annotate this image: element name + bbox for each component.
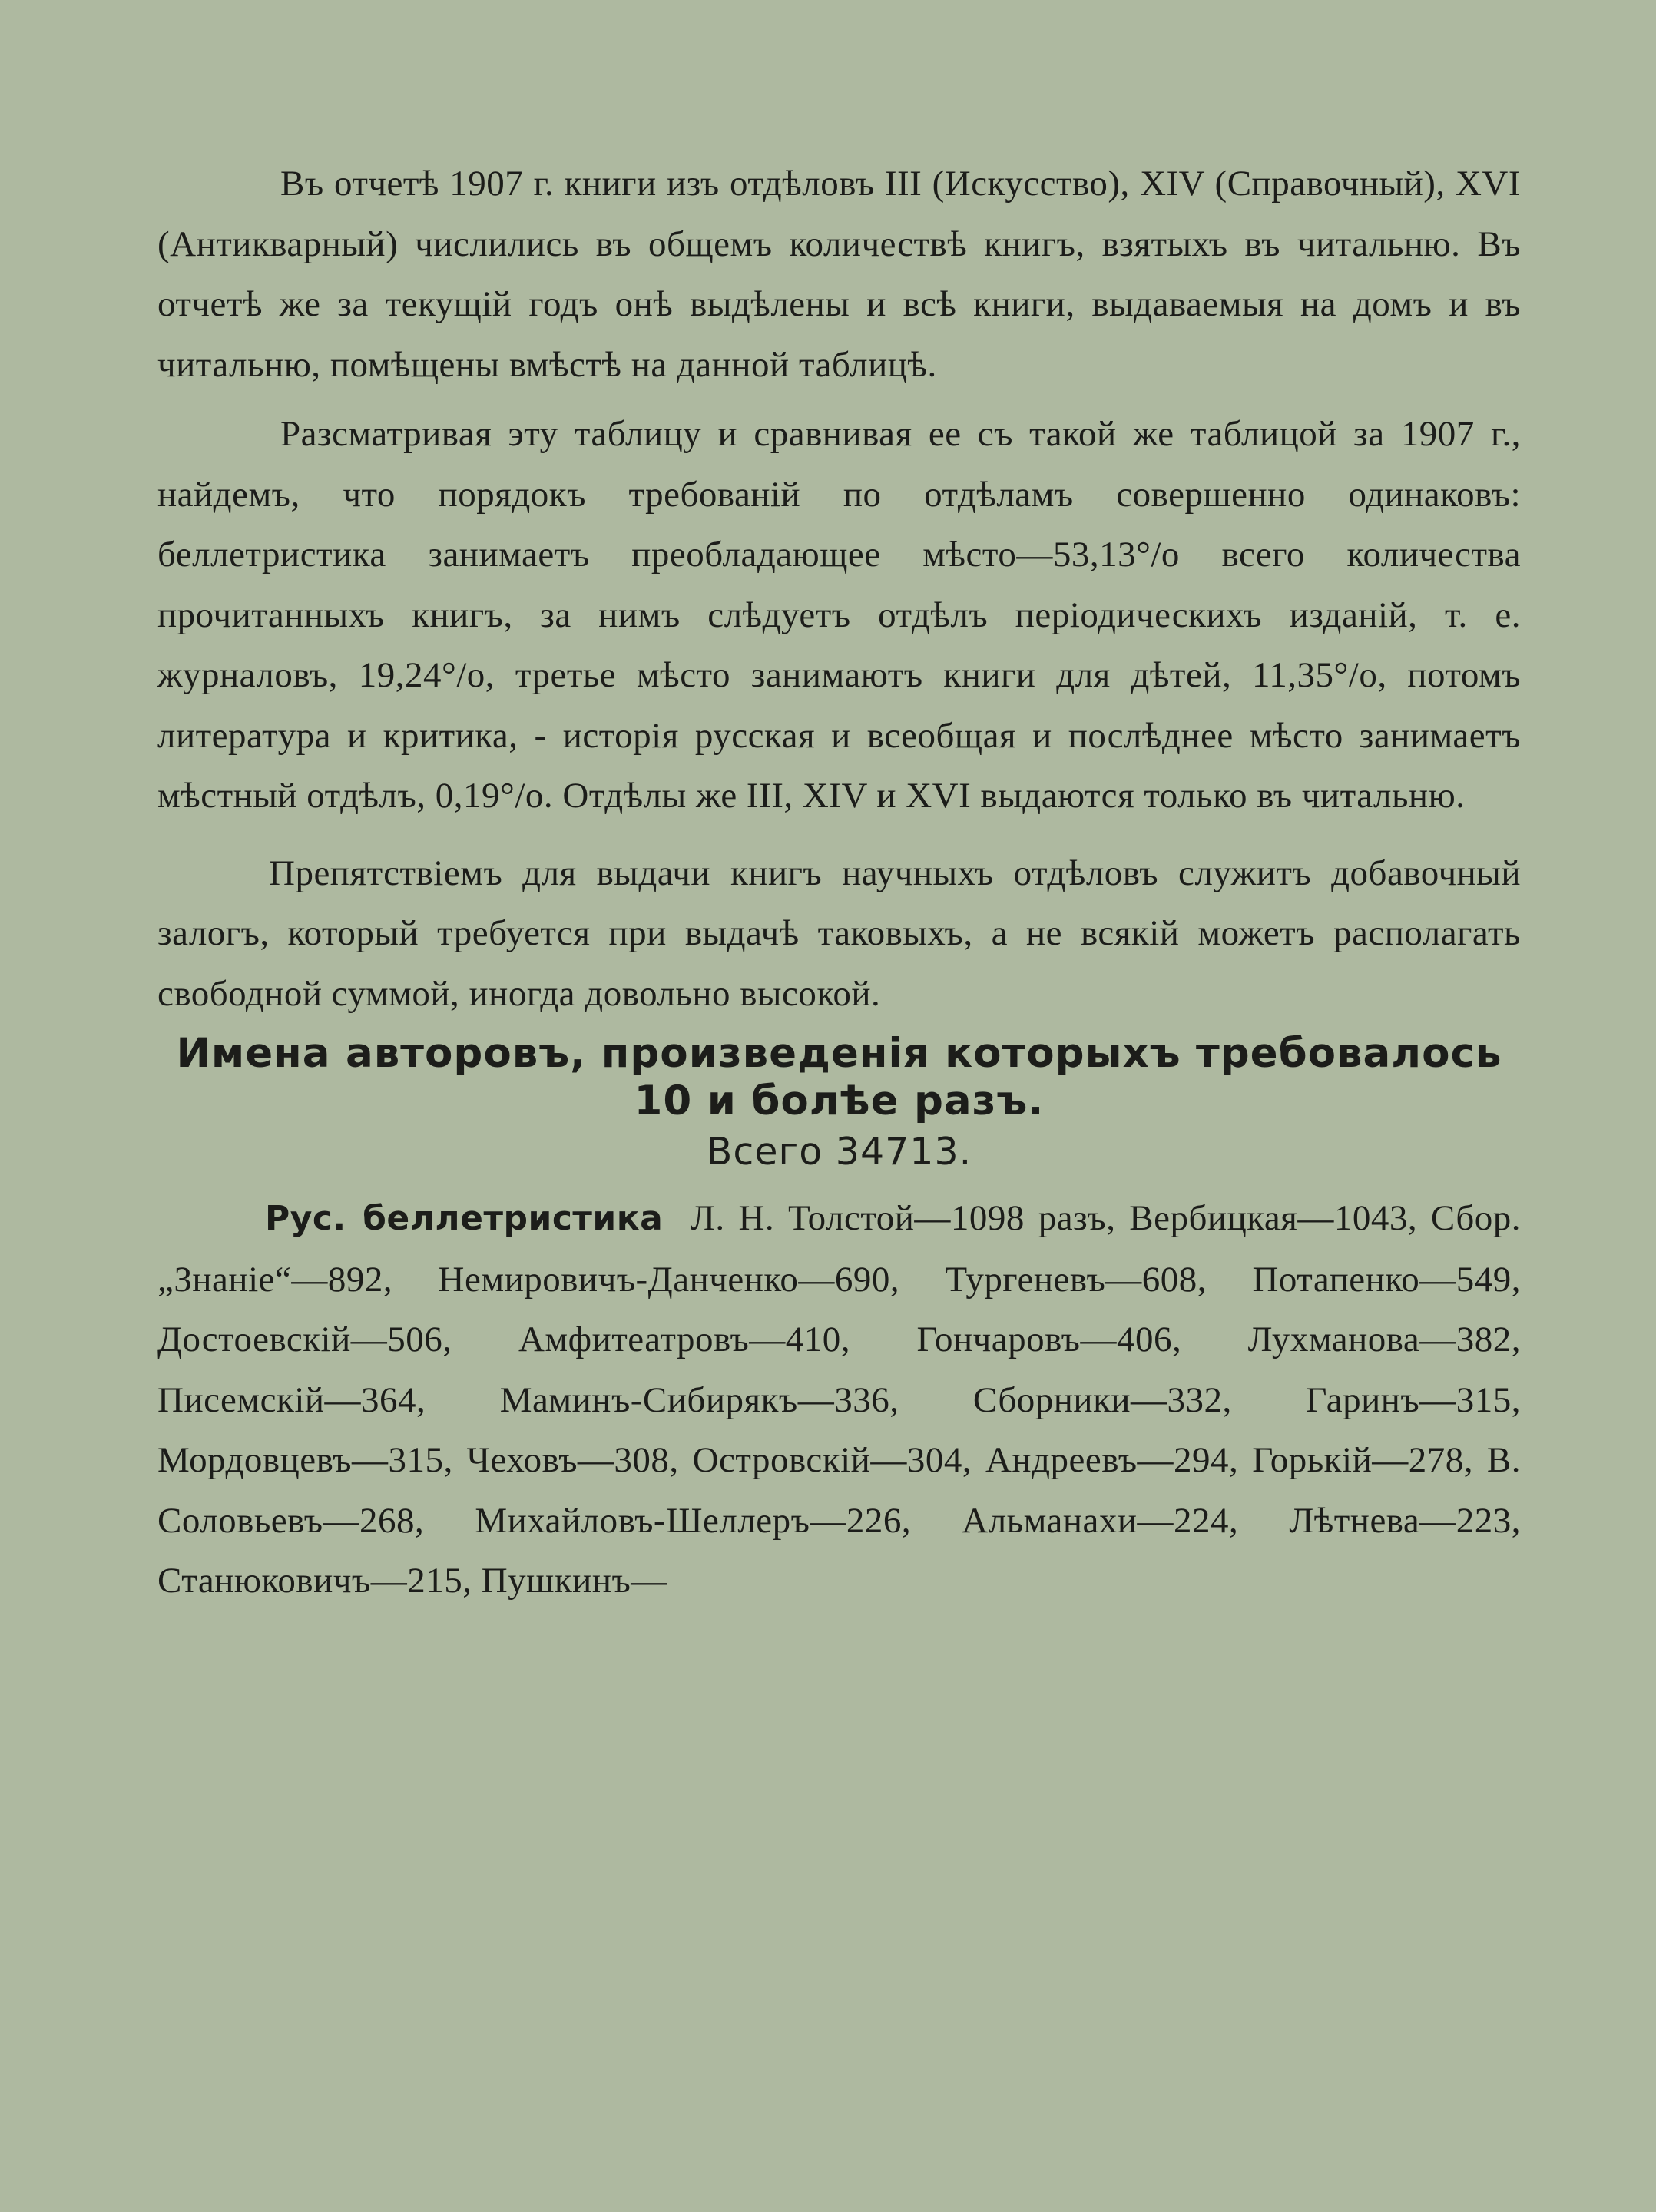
section-heading: Имена авторовъ, произведенія которыхъ требовалось 10 и болѣе разъ. (176, 1030, 1502, 1124)
author-list (157, 1188, 1521, 1611)
paragraph-report-1907: Въ отчетѣ 1907 г. книги изъ отдѣловъ III (Искусство), XIV (Справочный), XVI (Антикварный) числились въ общемъ количествѣ книгъ, взятыхъ въ читальню. Въ отчетѣ же за текущій годъ онѣ выдѣлены и всѣ книги, выдаваемыя на домъ и въ читальню, помѣщены вмѣстѣ на данной таблицѣ. (157, 164, 1521, 385)
paragraph-deposit-obstacle: Препятствіемъ для выдачи книгъ научныхъ отдѣловъ служитъ добавочный залогъ, который требуется при выдачѣ таковыхъ, а не всякій можетъ располагать свободной суммой, иногда довольно высокой. (157, 853, 1521, 1014)
paragraph-table-comparison: Разсматривая эту таблицу и сравнивая ее съ такой же таблицой за 1907 г., найдемъ, что порядокъ требованій по отдѣламъ совершенно одинаковъ: беллетристика занимаетъ преобладающее мѣсто—53,13°/о всего количества прочитанныхъ книгъ, за нимъ слѣдуетъ отдѣлъ періодическихъ изданій, т. е. журналовъ, 19,24°/о, третье мѣсто занимаютъ книги для дѣтей, 11,35°/о, потомъ литература и критика, - исторія русская и всеобщая и послѣднее мѣсто занимаетъ мѣстный отдѣлъ, 0,19°/о. Отдѣлы же III, XIV и XVI выдаются только въ читальню. (157, 414, 1521, 816)
author-list-entries: Л. Н. Толстой—1098 разъ, Вербицкая—1043, Сбор. „Знаніе“—892, Немировичъ-Данченко—690, Тургеневъ—608, Потапенко—549, Достоевскій—506, Амфитеатровъ—410, Гончаровъ—406, Лухманова—382, Писемскій—364, Маминъ-Сибирякъ—336, Сборники—332, Гаринъ—315, Мордовцевъ—315, Чеховъ—308, Островскій—304, Андреевъ—294, Горькій—278, В. Соловьевъ—268, Михайловъ-Шеллеръ—226, Альманахи—224, Лѣтнева—223, Станюковичъ—215, Пушкинъ— (157, 1198, 1521, 1601)
author-list-category: Рус. беллетристика (265, 1199, 664, 1238)
section-total: Всего 34713. (706, 1130, 972, 1174)
document-page (157, 154, 1521, 2151)
